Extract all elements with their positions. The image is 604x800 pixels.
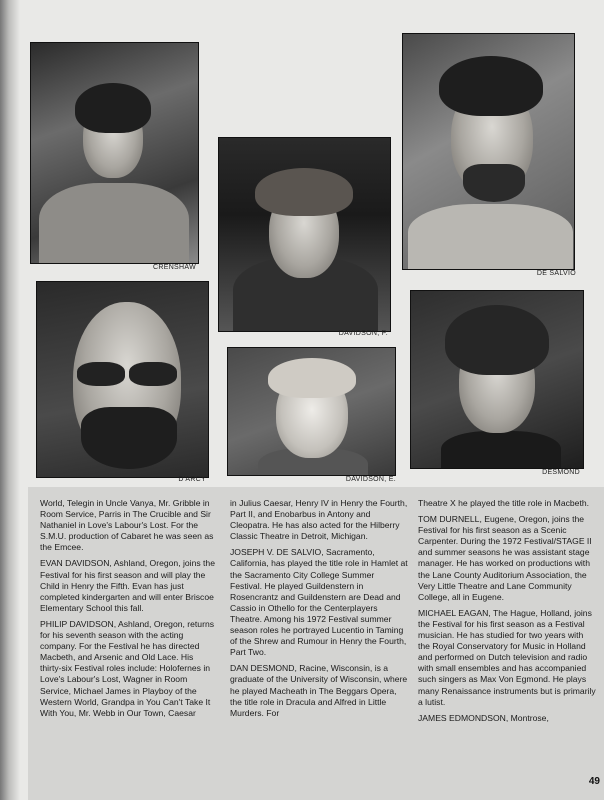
caption-davidson-p: DAVIDSON, P. — [338, 330, 388, 337]
text-column-2 — [230, 498, 408, 724]
photo-davidson-e — [227, 347, 396, 476]
paragraph: MICHAEL EAGAN, The Hague, Holland, joins the Festival for his first season as a Festival musician. He has studied for two years with the Royal Conservatory for Music in Holland and performed on Dutch television and radio with small ensembles and has accompanied such singers as Max Von Egmond. He plays many Renaissance instruments but is primarily a lutist. — [418, 607, 596, 707]
caption-crenshaw: CRENSHAW — [153, 264, 196, 271]
paragraph: World, Telegin in Uncle Vanya, Mr. Gribble in Room Service, Parris in The Crucible and Sir Nathaniel in Love's Labour's Lost. For the S.M.U. production of Cabaret he was seen as the Emcee. — [40, 498, 214, 553]
paragraph: JAMES EDMONDSON, Montrose, — [418, 712, 549, 723]
photo-davidson-p — [218, 137, 391, 332]
caption-davidson-e: DAVIDSON, E. — [345, 476, 396, 483]
page-binding-shadow — [0, 0, 20, 800]
text-column-1 — [40, 498, 215, 724]
photo-desmond — [410, 290, 584, 469]
paragraph: Theatre X he played the title role in Macbeth. — [418, 498, 590, 508]
photo-darcy — [36, 281, 209, 478]
paragraph: PHILIP DAVIDSON, Ashland, Oregon, returns for his seventh season with the acting company. For the Festival he has directed Macbeth, and Arsenic and Old Lace. His thirty-six Festival roles include: Holofernes in Love's Labour's Lost, Wagner in Room Service, Michael James in Playboy of the Western World, Grandpa in You Can't Take It With You, Mr. Webb in Our Town, Caesar — [40, 618, 215, 718]
caption-darcy: D'ARCY — [178, 476, 206, 483]
paragraph: DAN DESMOND, Racine, Wisconsin, is a graduate of the University of Wisconsin, where he played Macheath in The Beggars Opera, the title role in Dracula and Alfred in Little Murders. For — [230, 663, 408, 718]
page-number: 49 — [588, 776, 600, 787]
photo-crenshaw — [30, 42, 199, 264]
text-column-3 — [418, 498, 596, 729]
photo-de-salvio — [402, 33, 575, 270]
paragraph: in Julius Caesar, Henry IV in Henry the Fourth, Part II, and Enobarbus in Antony and Cleopatra. He has also acted for the Hilberry Classic Theatre in Detroit, Michigan. — [230, 498, 408, 542]
caption-desmond: DESMOND — [542, 469, 580, 476]
paragraph: JOSEPH V. DE SALVIO, Sacramento, California, has played the title role in Hamlet at the Sacramento City College Summer Festival. He played Guildenstern in Rosencrantz and Guildenstern are Dead and Cassio in Othello for the Centerplayers Theatre. Among his 1972 Festival summer season roles he portrayed Lucentio in Taming of the Shrew and Rumour in Henry the Fourth, Part Two. — [230, 547, 408, 658]
paragraph: TOM DURNELL, Eugene, Oregon, joins the Festival for his first season as a Scenic Carpenter. During the 1972 Festival/STAGE II and summer seasons he was assistant stage manager. He has worked on productions with the Lane County Auditorium Association, the Very Little Theatre and Lane Community College, all in Eugene. — [418, 514, 592, 602]
caption-de-salvio: DE SALVIO — [536, 270, 576, 277]
paragraph: EVAN DAVIDSON, Ashland, Oregon, joins the Festival for his first season and will play the Child in Henry the Fifth. Evan has just completed kindergarten and will enter Briscoe Elementary School this fall. — [40, 558, 215, 613]
